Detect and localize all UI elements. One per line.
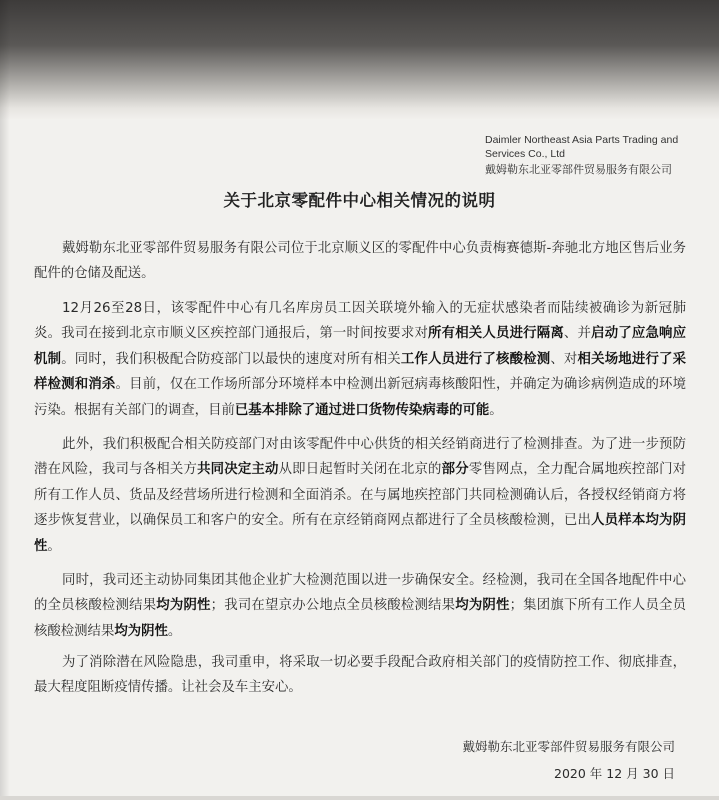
company-en-line1: Daimler Northeast Asia Parts Trading and bbox=[485, 134, 679, 146]
p3-text-4: 。 bbox=[47, 538, 61, 554]
company-name-english bbox=[485, 133, 685, 161]
scan-shadow bbox=[0, 0, 719, 120]
p2-text-4: 、对 bbox=[550, 351, 578, 367]
p2-text-2: 、并 bbox=[563, 326, 592, 342]
page-edge-shadow bbox=[0, 0, 10, 800]
p4-bold-3: 均为阴性 bbox=[114, 623, 168, 639]
p2-bold-1: 所有相关人员进行隔离 bbox=[428, 326, 564, 342]
p3-text-3: 零售网点，全力配合属地疾控部门对所有工作人员、货品及经营场所进行检测和全面消杀。在与属地疾控部门共同检测确认后，各授权经销商方将逐步恢复营业，以确保员工和客户的安全。所有在京经销商网点都进行了全员核酸检测，已出 bbox=[34, 462, 687, 529]
signature-date: 2020 年 12 月 30 日 bbox=[554, 766, 675, 781]
paragraph-2 bbox=[34, 296, 686, 423]
signature-company: 戴姆勒东北亚零部件贸易服务有限公司 bbox=[462, 739, 675, 754]
company-en-line2: Services Co., Ltd bbox=[485, 148, 565, 160]
p4-bold-1: 均为阴性 bbox=[156, 598, 211, 614]
p4-text-2: ；我司在望京办公地点全员核酸检测结果 bbox=[210, 598, 456, 614]
p2-text-5: 。目前，仅在工作场所部分环境样本中检测出新冠病毒核酸阳性，并确定为确诊病例造成的环境污染。根据有关部门的调查，目前 bbox=[34, 377, 687, 418]
p3-bold-1: 共同决定主动 bbox=[197, 462, 279, 478]
company-name-chinese: 戴姆勒东北亚零部件贸易服务有限公司 bbox=[485, 163, 672, 176]
company-letterhead bbox=[485, 133, 685, 178]
paragraph-4 bbox=[34, 568, 686, 644]
p3-bold-3: 人员样本均为阴性 bbox=[34, 513, 687, 554]
p3-text-2: 从即日起暂时关闭在北京的 bbox=[278, 462, 442, 478]
document-title: 关于北京零配件中心相关情况的说明 bbox=[223, 191, 496, 210]
paragraph-1: 戴姆勒东北亚零部件贸易服务有限公司位于北京顺义区的零配件中心负责梅赛德斯-奔驰北方地区售后业务配件的仓储及配送。 bbox=[34, 241, 686, 282]
paragraph-3 bbox=[34, 432, 686, 559]
p2-bold-5: 已基本排除了通过进口货物传染病毒的可能 bbox=[234, 402, 490, 418]
p2-text-1: 12月26至28日，该零配件中心有几名库房员工因关联境外输入的无症状感染者而陆续被确诊为新冠肺炎。我司在接到北京市顺义区疾控部门通报后，第一时间按要求对 bbox=[34, 301, 686, 342]
p3-text-1: 此外，我们积极配合相关防疫部门对由该零配件中心供货的相关经销商进行了检测排查。为了进一步预防潜在风险，我司与各相关方 bbox=[34, 437, 686, 478]
p4-text-1: 同时，我司还主动协同集团其他企业扩大检测范围以进一步确保安全。经检测，我司在全国各地配件中心的全员核酸检测结果 bbox=[34, 573, 686, 614]
p4-text-4: 。 bbox=[167, 623, 182, 639]
p2-bold-4: 相关场地进行了采样检测和消杀 bbox=[34, 351, 687, 393]
page-bottom-edge bbox=[0, 796, 719, 800]
p2-bold-3: 工作人员进行了核酸检测 bbox=[400, 351, 551, 367]
p3-bold-2: 部分 bbox=[441, 462, 469, 478]
p2-bold-2: 启动了应急响应机制 bbox=[34, 326, 687, 367]
p4-bold-2: 均为阴性 bbox=[455, 598, 510, 614]
p4-text-3: ；集团旗下所有工作人员全员核酸检测结果 bbox=[34, 598, 687, 639]
paragraph-5: 为了消除潜在风险隐患，我司重申，将采取一切必要手段配合政府相关部门的疫情防控工作、彻底排查，最大程度阻断疫情传播。让社会及车主安心。 bbox=[34, 655, 686, 696]
p2-text-6: 。 bbox=[489, 402, 503, 418]
p2-text-3: 。同时，我们积极配合防疫部门以最快的速度对所有相关 bbox=[61, 351, 401, 367]
